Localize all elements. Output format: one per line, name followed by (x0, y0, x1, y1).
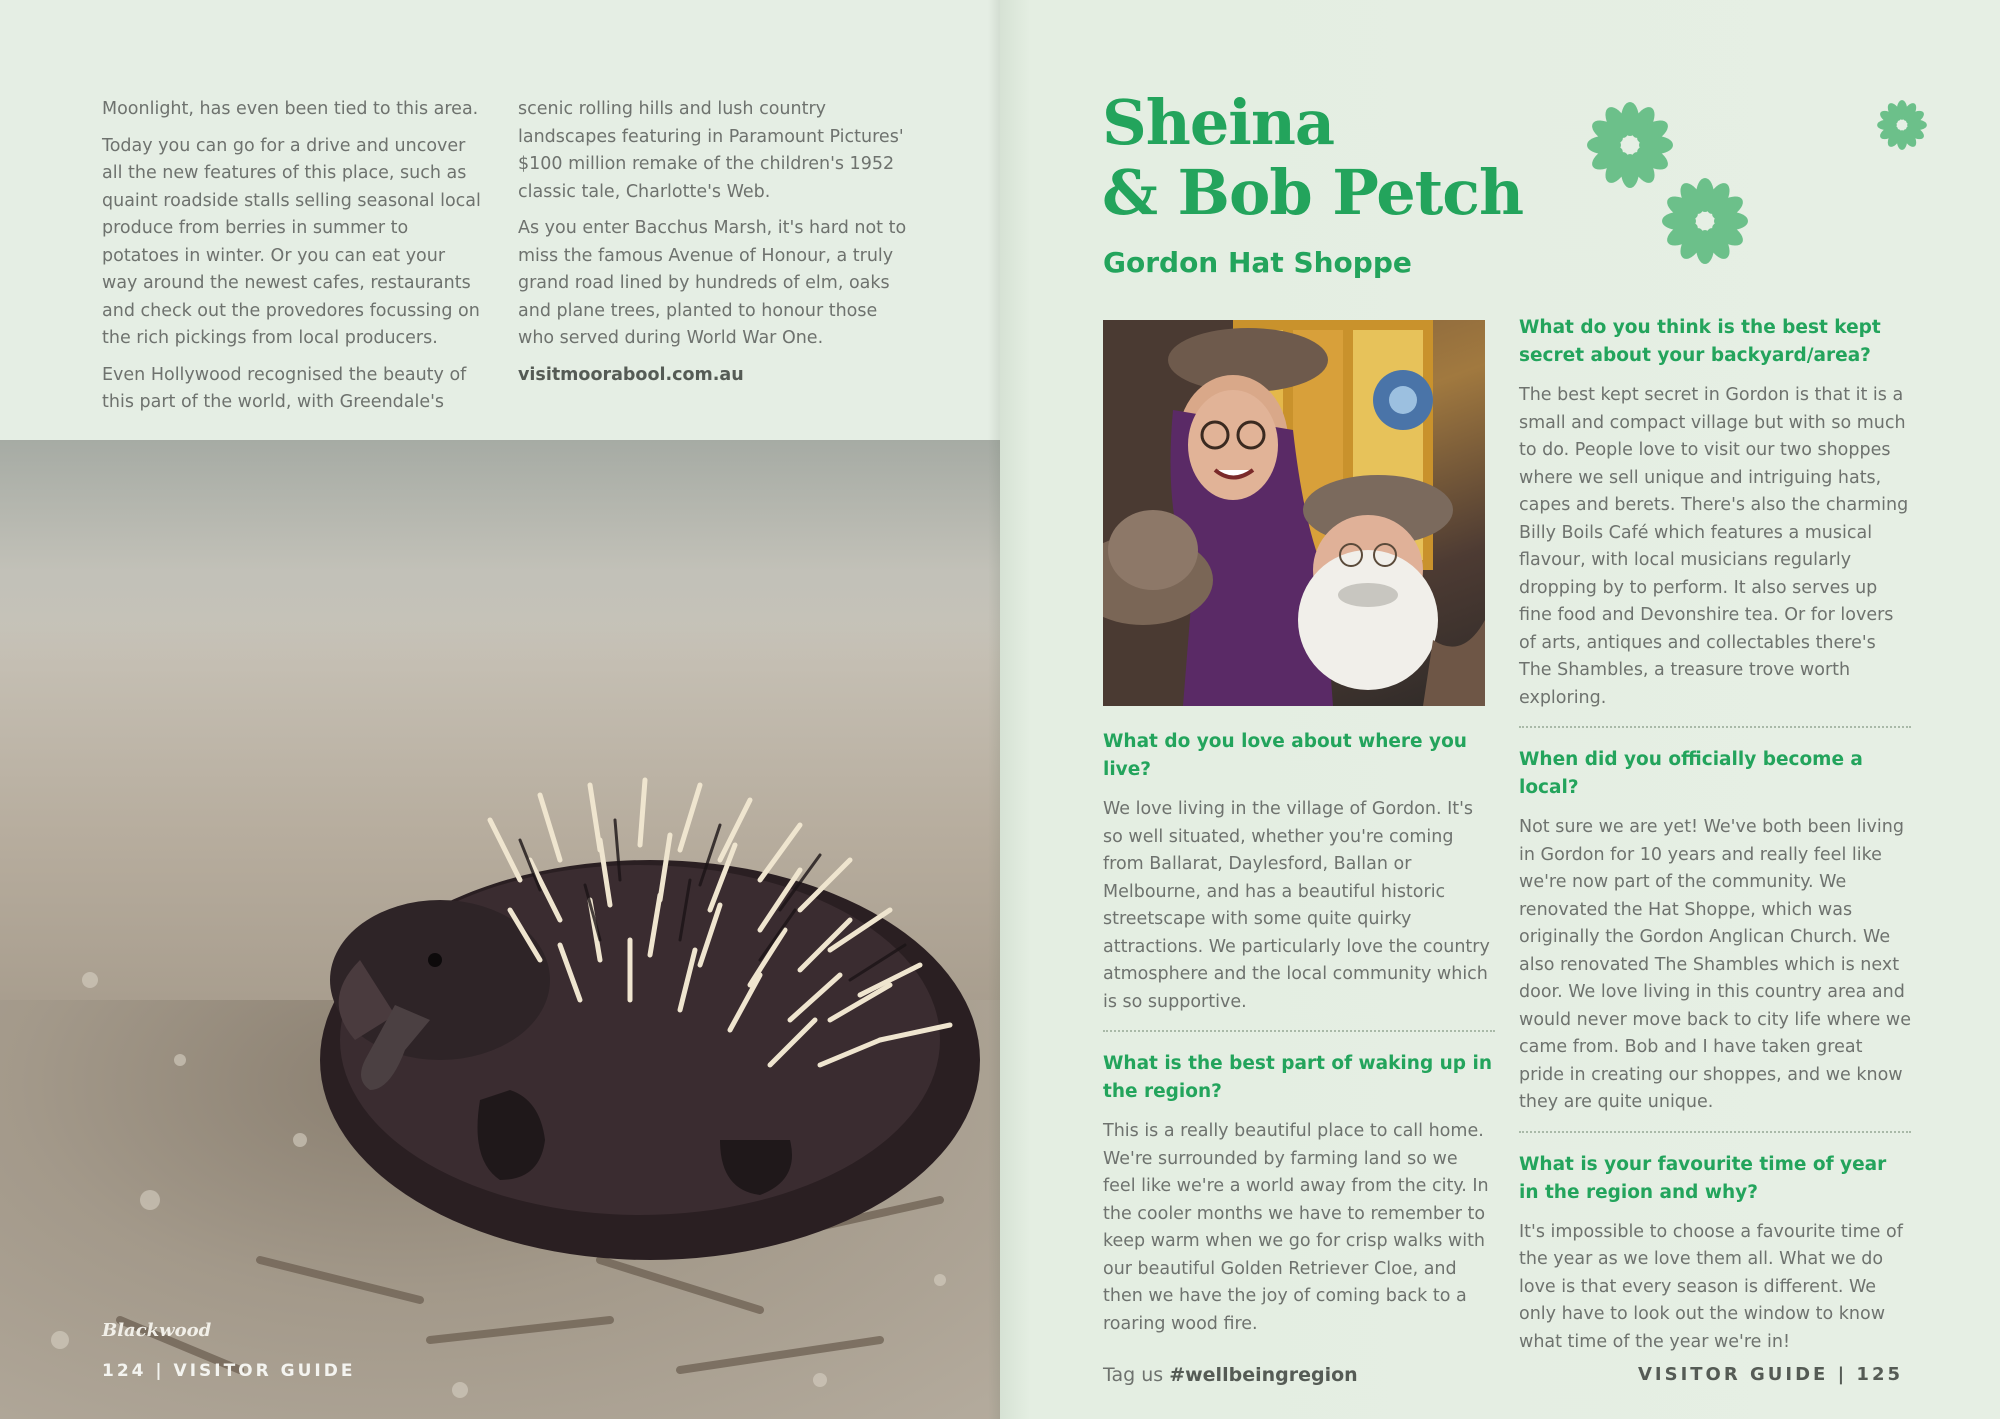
tag-prefix: Tag us (1103, 1364, 1164, 1386)
hashtag-link[interactable]: #wellbeingregion (1169, 1364, 1358, 1386)
qa-column-right (1519, 314, 1911, 1356)
answer-text: This is a really beautiful place to call home. We're surrounded by farming land so we feel like we're a world away from the city. In the cooler months we have to remember to keep warm when we go for crisp walks with our beautiful Golden Retriever Cloe, and then we have the joy of coming back to a roaring wood fire. (1103, 1121, 1489, 1334)
answer-text: It's impossible to choose a favourite time of the year as we love them all. What we do love is that every season is different. We only have to look out the window to know what time of the year we're in! (1519, 1221, 1903, 1352)
answer-text: Not sure we are yet! We've both been living in Gordon for 10 years and really feel like we're now part of the community. We renovated the Hat Shoppe, which was originally the Gordon Anglican Church. We also renovated The Shambles which is next door. We love living in this country area and would never move back to city life where we came from. Bob and I have taken great pride in creating our shoppes, and we know they are quite unique. (1519, 817, 1911, 1112)
portrait-illustration (1103, 320, 1485, 706)
page-title (1102, 88, 1523, 228)
dotted-divider (1519, 726, 1911, 728)
question-heading: What do you think is the best kept secret about your backyard/area? (1519, 317, 1881, 366)
business-subtitle: Gordon Hat Shoppe (1103, 246, 1412, 279)
qa-column-left (1103, 728, 1495, 1338)
website-link[interactable]: visitmoorabool.com.au (518, 364, 744, 385)
question-heading: When did you officially become a local? (1519, 749, 1863, 798)
left-column-1 (102, 96, 482, 426)
question-heading: What do you love about where you live? (1103, 731, 1467, 780)
photo-caption: Blackwood (102, 1320, 212, 1341)
right-page (1000, 0, 2000, 1419)
flower-icon (1876, 99, 1928, 151)
dotted-divider (1103, 1030, 1495, 1032)
title-line-2: & Bob Petch (1102, 156, 1524, 229)
paragraph: Moonlight, has even been tied to this area. (102, 99, 479, 119)
echidna-photo (0, 440, 1000, 1419)
hashtag-footer (1103, 1364, 1358, 1386)
paragraph: Today you can go for a drive and uncover all the new features of this place, such as quaint roadside stalls selling seasonal local produce from berries in summer to potatoes in winter. Or you can eat your way around the newest cafes, restaurants and check out the provedores focussing on the rich pickings from local producers. (102, 135, 481, 348)
page-footer-right: VISITOR GUIDE | 125 (1637, 1364, 1903, 1385)
page-footer-left: 124 | VISITOR GUIDE (102, 1361, 356, 1381)
title-line-1: Sheina (1102, 86, 1335, 159)
owners-portrait-photo (1103, 320, 1485, 706)
flower-icon (1660, 176, 1750, 266)
question-heading: What is the best part of waking up in the region? (1103, 1053, 1492, 1102)
echidna-illustration (0, 440, 1000, 1419)
question-heading: What is your favourite time of year in the region and why? (1519, 1153, 1887, 1203)
answer-text: We love living in the village of Gordon. It's so well situated, whether you're coming from Ballarat, Daylesford, Ballan or Melbourne, and has a beautiful historic streetscape with some quite quirky attractions. We particularly love the country atmosphere and the local community which is so supportive. (1103, 799, 1490, 1012)
dotted-divider (1519, 1131, 1911, 1133)
paragraph: scenic rolling hills and lush country landscapes featuring in Paramount Pictures' $100 million remake of the children's 1952 classic tale, Charlotte's Web. (518, 99, 904, 202)
paragraph: Even Hollywood recognised the beauty of this part of the world, with Greendale's (102, 364, 467, 412)
answer-text: The best kept secret in Gordon is that it is a small and compact village but with so much to do. People love to visit our two shoppes where we sell unique and intriguing hats, capes and berets. There's also the charming Billy Boils Café which features a musical flavour, with local musicians regularly dropping by to perform. It also serves up fine food and Devonshire tea. Or for lovers of arts, antiques and collectables there's The Shambles, a treasure trove worth exploring. (1519, 385, 1909, 708)
left-column-2 (518, 96, 908, 398)
paragraph: As you enter Bacchus Marsh, it's hard not to miss the famous Avenue of Honour, a truly grand road lined by hundreds of elm, oaks and plane trees, planted to honour those who served during World War One. (518, 218, 907, 348)
